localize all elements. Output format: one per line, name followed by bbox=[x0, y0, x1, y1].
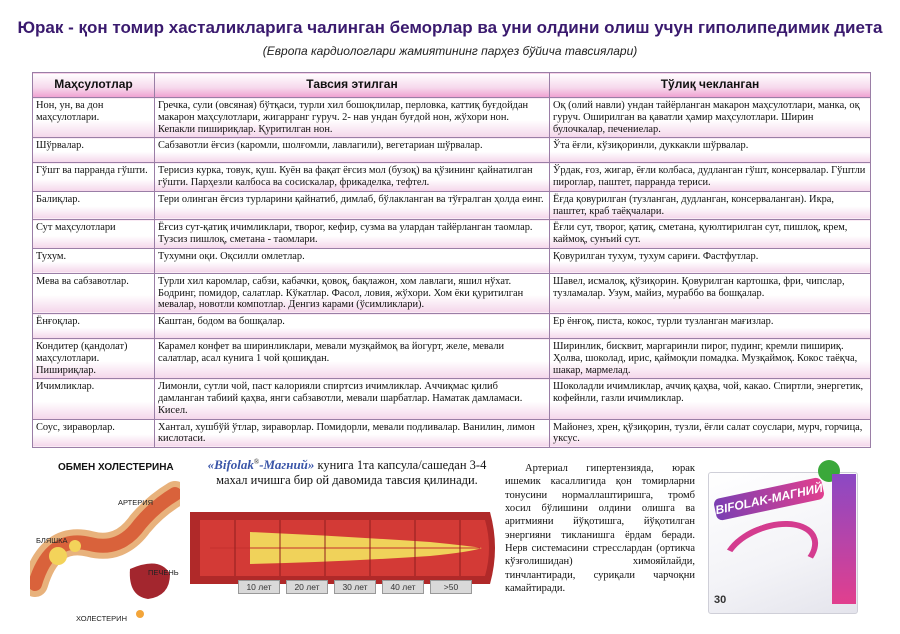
cholesterol-illustration bbox=[30, 474, 180, 624]
table-row bbox=[33, 98, 871, 138]
table-row bbox=[33, 419, 871, 448]
table-row bbox=[33, 379, 871, 419]
age-label: 10 лет bbox=[238, 580, 280, 594]
recommended-cell: Тери олинган ёғсиз турларини қайнатиб, димлаб, бўлакланган ва тўғралган ҳолда еинг. bbox=[155, 191, 550, 220]
plaque-label: БЛЯШКА bbox=[36, 536, 68, 545]
product-cell: Соус, зираворлар. bbox=[33, 419, 155, 448]
table-row bbox=[33, 220, 871, 249]
column-header-recommended: Тавсия этилган bbox=[155, 73, 550, 98]
product-box-side bbox=[832, 474, 856, 604]
restricted-cell: Ўта ёғли, кўзиқоринли, дуккакли шўрвалар. bbox=[550, 138, 871, 163]
recommended-cell: Каштан, бодом ва бошқалар. bbox=[155, 314, 550, 339]
column-header-restricted: Тўлиқ чекланган bbox=[550, 73, 871, 98]
table-row bbox=[33, 273, 871, 313]
table-header-row bbox=[33, 73, 871, 98]
artery-label: АРТЕРИЯ bbox=[118, 498, 154, 507]
restricted-cell: Ўрдак, ғоз, жигар, ёғли колбаса, дудланган гўшт, консервалар. Гўштли пироглар, паштет, парранда териси. bbox=[550, 163, 871, 192]
pack-count: 30 bbox=[714, 594, 727, 606]
age-label: >50 bbox=[430, 580, 472, 594]
diet-table bbox=[32, 72, 871, 448]
restricted-cell: Ширинлик, бисквит, маргаринли пирог, пудинг, кремли пишириқ. Ҳолва, шоколад, ирис, қаймоқли помадка. Музқаймоқ. Кокос таёқча, шакар, мармелад. bbox=[550, 339, 871, 379]
recommended-cell: Турли хил каромлар, сабзи, кабачки, қовоқ, бақлажон, хом лавлаги, яшил нўхат. Бодринг, помидор, салатлар. Кўкатлар. Фасол, ловия, жўхори. Хом ёки қуритилган мевалар, новотли компотлар. Денгиз карами (ўсимликлари). bbox=[155, 273, 550, 313]
product-cell: Балиқлар. bbox=[33, 191, 155, 220]
dosage-text: кунига 1та капсула/сашедан 3-4 махал ичишга бир ой давомида тавсия қилинади. bbox=[216, 458, 487, 488]
restricted-cell: Майонез, хрен, қўзиқорин, тузли, ёғли салат соуслари, мурч, горчица, уксус. bbox=[550, 419, 871, 448]
table-row bbox=[33, 339, 871, 379]
restricted-cell: Шавел, исмалоқ, қўзиқорин. Қовурилган картошка, фри, чипслар, тузламалар. Узум, майиз, мураббо ва бошқалар. bbox=[550, 273, 871, 313]
product-cell: Ичимликлар. bbox=[33, 379, 155, 419]
product-cell: Сут маҳсулотлари bbox=[33, 220, 155, 249]
age-scale bbox=[238, 580, 478, 596]
table-row bbox=[33, 191, 871, 220]
info-paragraph: Артериал гипертензияда, юрак ишемик касаллигида қон томирларни тонусини нормаллаштиришга, тромб хосил бўлишини олдини олишга ва аритмияни йўқотишга, йўқотилган энергияни тикланишга ёрдам беради. Нерв системасини стресслардан (ортикча кўзғолишидан) химояйлайди, тинчлантиради, суриқали чарчоқни камайтиради. bbox=[505, 463, 695, 594]
bifolak-name: «Bifolak bbox=[207, 457, 254, 473]
restricted-cell: Оқ (олий навли) ундан тайёрланган макарон маҳсулотлари, манка, оқ гуруч. Оширилган ва қаватли ҳамир маҳсулотлари. Ширин булочкалар, печениелар. bbox=[550, 98, 871, 138]
cholesterol-dot bbox=[136, 610, 144, 618]
age-label: 30 лет bbox=[334, 580, 376, 594]
cholesterol-label: ХОЛЕСТЕРИН bbox=[76, 614, 127, 623]
product-brand-label: BIFOLAK-МАГНИЙ bbox=[713, 477, 825, 521]
product-cell: Ёнғоқлар. bbox=[33, 314, 155, 339]
registered-mark: ® bbox=[253, 458, 260, 466]
product-cell: Гўшт ва парранда гўшти. bbox=[33, 163, 155, 192]
bifolak-name-tail: -Магний» bbox=[259, 457, 315, 473]
liver-label: ПЕЧЕНЬ bbox=[148, 568, 179, 577]
recommended-cell: Лимонли, сутли чой, паст калорияли спиртсиз ичимликлар. Аччиқмас қилиб дамланган табиий қаҳва, янги сабзавотли, мевали шарбатлар. Наматак дамламаси. Кисел. bbox=[155, 379, 550, 419]
table-row bbox=[33, 138, 871, 163]
plaque-blob bbox=[49, 547, 67, 565]
cholesterol-title: ОБМЕН ХОЛЕСТЕРИНА bbox=[58, 462, 174, 473]
recommended-cell: Карамел конфет ва ширинликлари, мевали музқаймоқ ва йогурт, желе, мевали салатлар, асал кунига 1 чой қошиқдан. bbox=[155, 339, 550, 379]
restricted-cell: Ёғли сут, творог, қатиқ, сметана, қуюлтирилган сут, пишлоқ, крем, каймоқ, сунъий сут. bbox=[550, 220, 871, 249]
bifolak-dosage bbox=[192, 458, 502, 487]
recommended-cell: Ёғсиз сут-қатиқ ичимликлари, творог, кефир, сузма ва улардан тайёрланган таомлар. Тузсиз пишлоқ, сметана - таомлари. bbox=[155, 220, 550, 249]
recommended-cell: Тухумни оқи. Оқсилли омлетлар. bbox=[155, 248, 550, 273]
restricted-cell: Ёғда қовурилган (тузланган, дудланган, консерваланган). Икра, паштет, краб таёқчалари. bbox=[550, 191, 871, 220]
table-row bbox=[33, 314, 871, 339]
product-cell: Нон, ун, ва дон маҳсулотлари. bbox=[33, 98, 155, 138]
product-cell: Мева ва сабзавотлар. bbox=[33, 273, 155, 313]
bottom-section bbox=[0, 452, 900, 634]
page-subtitle: (Европа кардиологлари жамиятининг парҳез бўйича тавсиялари) bbox=[262, 44, 638, 58]
product-cell: Тухум. bbox=[33, 248, 155, 273]
recommended-cell: Сабзавотли ёғсиз (каромли, шолғомли, лавлагили), вегетариан шўрвалар. bbox=[155, 138, 550, 163]
plaque-blob bbox=[69, 540, 81, 552]
table-row bbox=[33, 163, 871, 192]
restricted-cell: Қовурилган тухум, тухум сариғи. Фастфутлар. bbox=[550, 248, 871, 273]
product-box-image bbox=[700, 454, 870, 629]
age-label: 20 лет bbox=[286, 580, 328, 594]
recommended-cell: Терисиз курка, товук, қуш. Куён ва фақат ёғсиз мол (бузоқ) ва қўзининг қайнатилган гўшти. Парҳезли калбоса ва сосискалар, фрикаделка, тефтел. bbox=[155, 163, 550, 192]
recommended-cell: Гречка, сули (овсяная) бўтқаси, турли хил бошоқлилар, перловка, каттиқ буғдойдан макарон маҳсулотлари, жигарранг гуруч. 2- нав ундан буғдой нон, жўхори нон. Кепакли пишириқлар. Қуритилган нон. bbox=[155, 98, 550, 138]
recommended-cell: Хантал, хушбўй ўтлар, зираворлар. Помидорли, мевали подливалар. Ванилин, лимон кислотаси. bbox=[155, 419, 550, 448]
product-cell: Кондитер (қандолат) маҳсулотлари. Пишириқлар. bbox=[33, 339, 155, 379]
table-row bbox=[33, 248, 871, 273]
product-cell: Шўрвалар. bbox=[33, 138, 155, 163]
column-header-products: Маҳсулотлар bbox=[33, 73, 155, 98]
restricted-cell: Ер ёнғоқ, писта, кокос, турли тузланган мағизлар. bbox=[550, 314, 871, 339]
age-label: 40 лет bbox=[382, 580, 424, 594]
page-title: Юрак - қон томир хасталикларига чалинган беморлар ва уни олдини олиш учун гиполипедимик диета bbox=[17, 18, 883, 37]
restricted-cell: Шоколадли ичимликлар, аччиқ қаҳва, чой, какао. Спиртли, энергетик, кофейнли, газли ичимликлар. bbox=[550, 379, 871, 419]
